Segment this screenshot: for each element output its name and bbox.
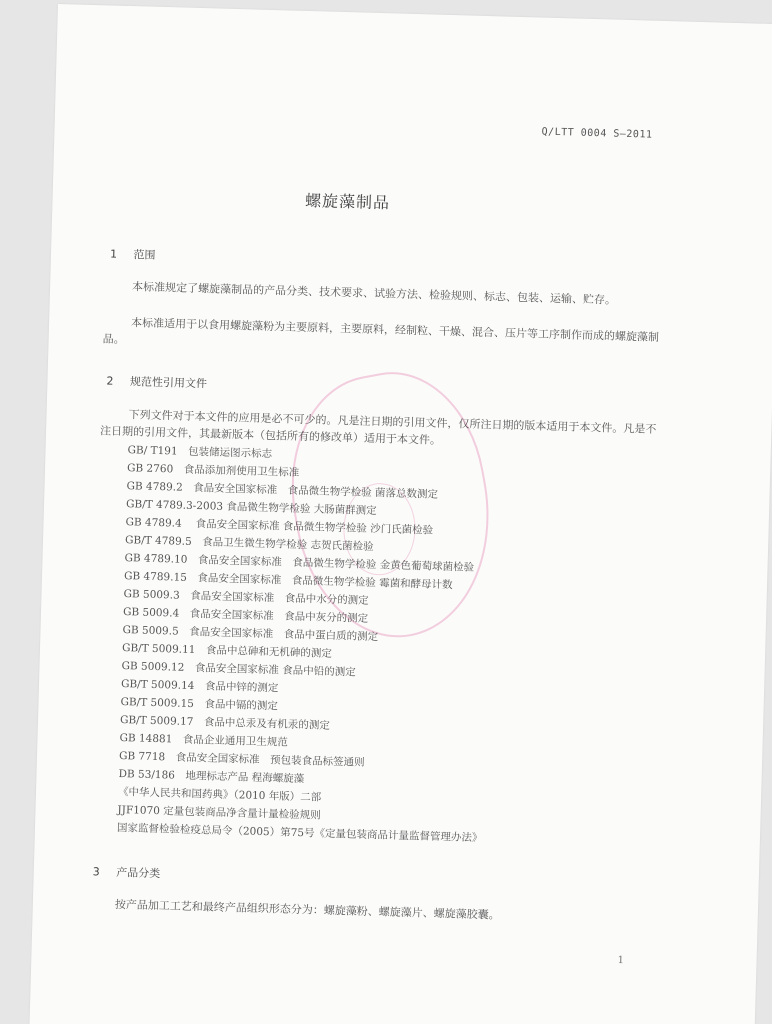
document-page bbox=[29, 4, 772, 1024]
section-1-paragraph-2: 本标准适用于以食用螺旋藻粉为主要原料，主要原料，经制粒、干燥、混合、压片等工序制作而成的螺旋藻制品。 bbox=[102, 316, 660, 346]
reference-item: GB 5009.5 食品安全国家标准 食品中蛋白质的测定 bbox=[122, 624, 379, 644]
document-code: Q/LTT 0004 S—2011 bbox=[541, 126, 653, 141]
reference-item: GB/T 5009.11 食品中总砷和无机砷的测定 bbox=[121, 642, 333, 660]
section-1-number: 1 bbox=[109, 247, 118, 261]
page-number: 1 bbox=[617, 954, 625, 967]
reference-item: GB 5009.3 食品安全国家标准 食品中水分的测定 bbox=[123, 588, 369, 607]
reference-item: GB 2760 食品添加剂使用卫生标准 bbox=[126, 462, 300, 479]
section-2-title: 规范性引用文件 bbox=[129, 375, 208, 391]
section-3-title: 产品分类 bbox=[116, 865, 161, 881]
reference-item: DB 53/186 地理标志产品 程海螺旋藻 bbox=[118, 767, 305, 786]
section-3-number: 3 bbox=[92, 865, 100, 879]
section-2-paragraph-1: 下列文件对于本文件的应用是必不可少的。凡是注日期的引用文件，仅所注日期的版本适用于本文件。凡是不注日期的引用文件，其最新版本（包括所有的修改单）适用于本文件。 bbox=[99, 408, 657, 447]
reference-item: GB 4789.10 食品安全国家标准 食品微生物学检验 金黄色葡萄球菌检验 bbox=[124, 552, 475, 574]
reference-item: GB/T 5009.14 食品中锌的测定 bbox=[120, 678, 279, 695]
section-3-paragraph-1: 按产品加工工艺和最终产品组织形态分为：螺旋藻粉、螺旋藻片、螺旋藻胶囊。 bbox=[114, 897, 500, 922]
section-1-paragraph-1: 本标准规定了螺旋藻制品的产品分类、技术要求、试验方法、检验规则、标志、包装、运输、贮存。 bbox=[131, 280, 617, 307]
reference-item: GB/T 4789.5 食品卫生微生物学检验 志贺氏菌检验 bbox=[124, 534, 374, 554]
reference-item: GB 7718 食品安全国家标准 预包装食品标签通则 bbox=[118, 749, 365, 769]
reference-item: GB 5009.12 食品安全国家标准 食品中铅的测定 bbox=[121, 660, 356, 679]
reference-item: JJF1070 定量包装商品净含量计量检验规则 bbox=[117, 803, 321, 822]
reference-item: GB 4789.15 食品安全国家标准 食品微生物学检验 霉菌和酵母计数 bbox=[123, 570, 453, 592]
reference-item: 《中华人民共和国药典》（2010 年版）二部 bbox=[117, 785, 322, 804]
section-2-number: 2 bbox=[106, 374, 114, 388]
reference-item: GB/T 5009.15 食品中镉的测定 bbox=[120, 696, 279, 713]
section-2-heading bbox=[106, 373, 207, 392]
reference-item: GB 4789.4 食品安全国家标准 食品微生物学检验 沙门氏菌检验 bbox=[125, 516, 434, 537]
section-1-title: 范围 bbox=[133, 248, 156, 262]
section-1-heading bbox=[110, 246, 156, 263]
reference-item: GB/T 4789.3-2003 食品微生物学检验 大肠菌群测定 bbox=[125, 498, 377, 518]
reference-item: GB/T 5009.17 食品中总汞及有机汞的测定 bbox=[119, 714, 331, 732]
document-title: 螺旋藻制品 bbox=[304, 190, 391, 213]
reference-item: 国家监督检验检疫总局令（2005）第75号《定量包装商品计量监督管理办法》 bbox=[116, 821, 483, 845]
reference-item: GB 4789.2 食品安全国家标准 食品微生物学检验 菌落总数测定 bbox=[126, 480, 439, 501]
reference-item: GB 5009.4 食品安全国家标准 食品中灰分的测定 bbox=[122, 606, 369, 625]
section-3-heading bbox=[93, 863, 161, 881]
reference-item: GB/ T191 包装储运图示标志 bbox=[127, 444, 273, 461]
normative-references-list bbox=[117, 441, 494, 847]
reference-item: GB 14881 食品企业通用卫生规范 bbox=[119, 732, 288, 749]
